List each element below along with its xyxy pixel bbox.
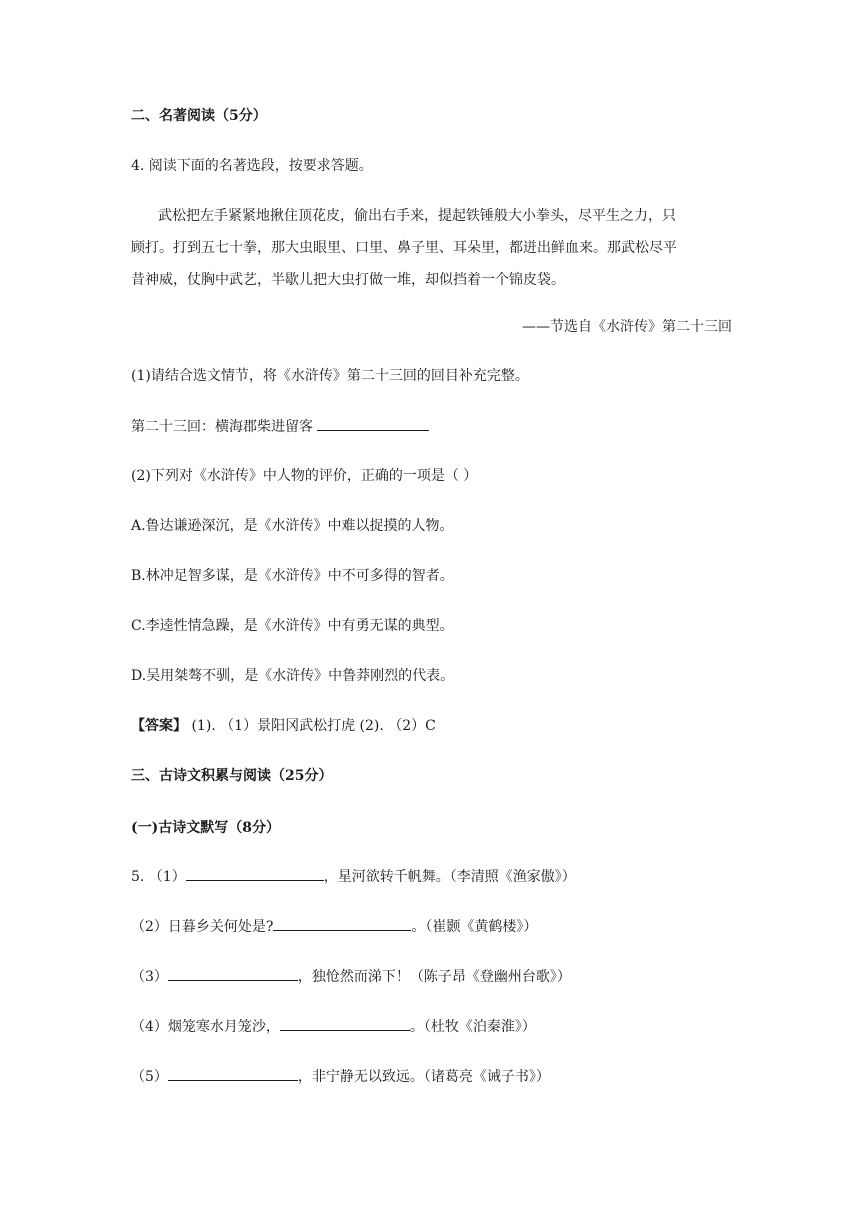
answer-blank (317, 416, 429, 431)
passage-line-1: 武松把左手紧紧地揪住顶花皮，偷出右手来，提起铁锤般大小拳头，尽平生之力，只 (158, 208, 676, 224)
answer-blank (280, 1016, 410, 1031)
option-b: B.林冲足智多谋，是《水浒传》中不可多得的智者。 (131, 568, 454, 584)
q5-4-suffix: 。（杜牧《泊秦淮》） (409, 1019, 536, 1035)
section-2-heading: 二、名著阅读（5分） (131, 108, 267, 124)
answer-label: 【答案】 (131, 718, 187, 734)
q5-2-prefix: （2）日暮乡关何处是? (131, 919, 274, 935)
answer-line (131, 716, 436, 736)
q5-1-suffix: ，星河欲转千帆舞。（李清照《渔家傲》） (323, 869, 576, 885)
question-5-5 (131, 1066, 550, 1087)
q5-5-prefix: （5） (131, 1069, 168, 1085)
passage-source: ——节选自《水浒传》第二十三回 (522, 319, 732, 335)
q5-5-suffix: ，非宁静无以致远。（诸葛亮《诫子书》） (297, 1069, 550, 1085)
option-c: C.李逵性情急躁，是《水浒传》中有勇无谋的典型。 (131, 618, 454, 634)
answer-blank (168, 966, 298, 981)
section-3-heading: 三、古诗文积累与阅读（25分） (131, 768, 333, 784)
option-d: D.吴用桀骜不驯，是《水浒传》中鲁莽刚烈的代表。 (131, 668, 455, 684)
question-5-1 (131, 866, 576, 887)
question-4-1: (1)请结合选文情节，将《水浒传》第二十三回的回目补充完整。 (131, 368, 529, 384)
chapter-title-text: 第二十三回：横海郡柴进留客 (131, 419, 318, 435)
passage-line-3: 昔神威，仗胸中武艺，半歇儿把大虫打做一堆，却似挡着一个锦皮袋。 (131, 272, 565, 288)
question-4-2: (2)下列对《水浒传》中人物的评价，正确的一项是（ ） (131, 468, 478, 484)
answer-text: (1). （1）景阳冈武松打虎 (2). （2）C (187, 718, 436, 734)
question-5-4 (131, 1016, 536, 1037)
question-5-3 (131, 966, 571, 987)
option-a: A.鲁达谦逊深沉，是《水浒传》中难以捉摸的人物。 (131, 518, 454, 534)
answer-blank (186, 866, 324, 881)
passage-line-2: 顾打。打到五七十拳，那大虫眼里、口里、鼻子里、耳朵里，都迸出鲜血来。那武松尽平 (131, 240, 677, 256)
question-5-2 (131, 916, 537, 937)
answer-blank (273, 916, 411, 931)
q5-1-prefix: 5. （1） (131, 869, 186, 885)
q5-4-prefix: （4）烟笼寒水月笼沙， (131, 1019, 280, 1035)
section-3-sub-heading: (一)古诗文默写（8分） (131, 820, 280, 836)
question-4-1-fill (131, 416, 429, 437)
q5-2-suffix: 。（崔颢《黄鹤楼》） (411, 919, 538, 935)
q5-3-suffix: ，独怆然而涕下！（陈子昂《登幽州台歌》） (297, 969, 571, 985)
question-4-intro: 4. 阅读下面的名著选段，按要求答题。 (131, 158, 373, 174)
answer-blank (168, 1066, 298, 1081)
q5-3-prefix: （3） (131, 969, 168, 985)
